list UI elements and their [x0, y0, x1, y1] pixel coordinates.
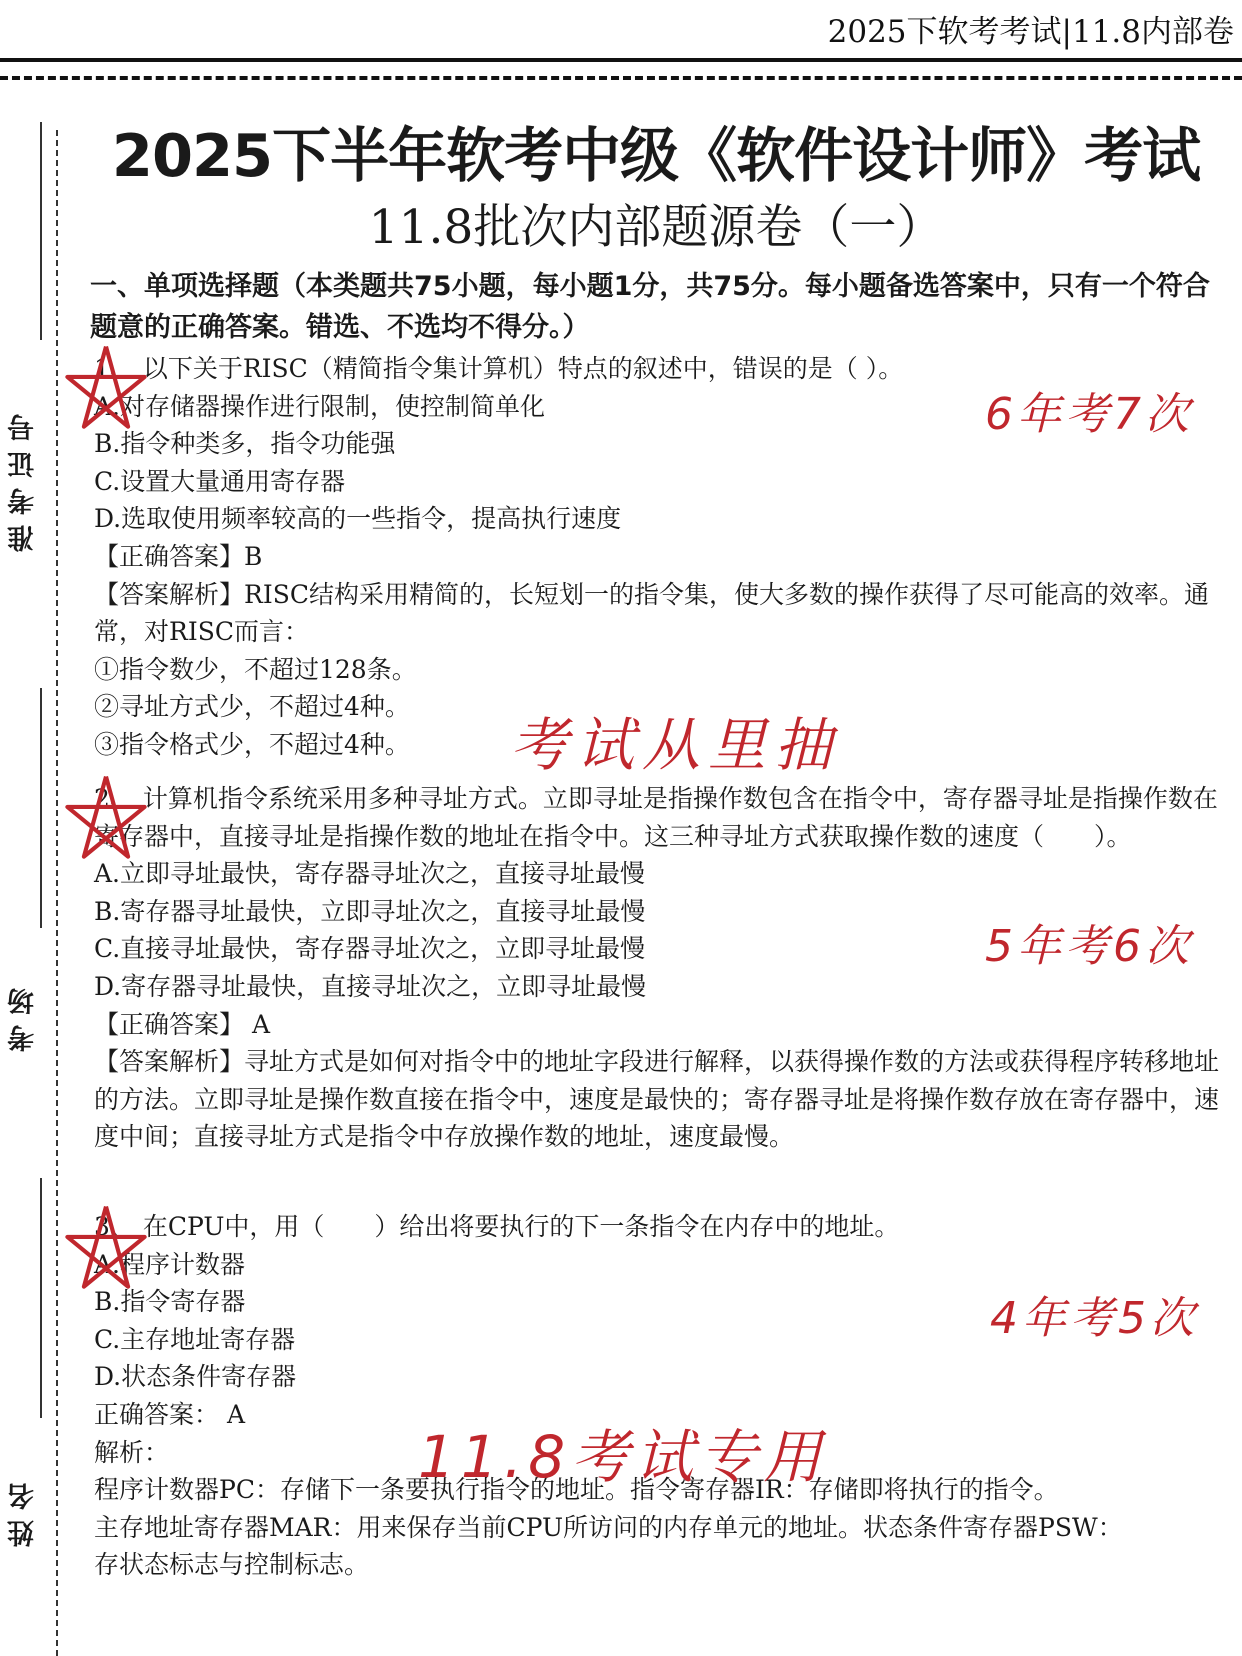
explanation-line: 程序计数器PC：存储下一条要执行指令的地址。指令寄存器IR：存储即将执行的指令。 — [94, 1475, 1059, 1505]
explanation-line: 主存地址寄存器MAR：用来保存当前CPU所访问的内存单元的地址。状态条件寄存器PSW： — [94, 1512, 1123, 1542]
option-b: B.指令种类多，指令功能强 — [94, 429, 396, 459]
question-stem: 3、 在CPU中，用（ ）给出将要执行的下一条指令在内存中的地址。 — [94, 1212, 900, 1241]
option-a: A.立即寻址最快，寄存器寻址次之，直接寻址最慢 — [94, 859, 646, 889]
question-stem: 2、 计算机指令系统采用多种寻址方式。立即寻址是指操作数包含在指令中，寄存器寻址是指操作数在寄存器中，直接寻址是指操作数的地址在指令中。这三种寻址方式获取操作数的速度（ ）。 — [94, 784, 1218, 851]
option-c: C.设置大量通用寄存器 — [94, 466, 346, 496]
header-dashed-rule — [0, 76, 1242, 80]
page-title: 2025下半年软考中级《软件设计师》考试 — [111, 121, 1201, 190]
answer-explanation: 【答案解析】RISC结构采用精简的，长短划一的指令集，使大多数的操作获得了尽可能高的效率。通常，对RISC而言： — [94, 579, 1209, 647]
answer-explanation: 【答案解析】寻址方式是如何对指令中的地址字段进行解释，以获得操作数的方法或获得程序转移地址的方法。立即寻址是操作数直接在指令中，速度是最快的；寄存器寻址是将操作数存放在寄存器中，速度中间；直接寻址方式是指令中存放操作数的地址，速度最慢。 — [94, 1047, 1220, 1152]
option-a: A.程序计数器 — [94, 1249, 246, 1279]
option-b: B.指令寄存器 — [94, 1287, 246, 1317]
header-rule — [0, 58, 1242, 62]
option-d: D.选取使用频率较高的一些指令，提高执行速度 — [94, 504, 622, 534]
explanation-label: 解析： — [94, 1437, 170, 1467]
handwritten-note-q1: 6年考7次 — [985, 389, 1193, 440]
red-star-icon — [60, 772, 152, 864]
handwritten-note-bottom: 11.8考试专用 — [418, 1423, 828, 1491]
explanation-point: ②寻址方式少，不超过4种。 — [94, 692, 410, 722]
correct-answer: 【正确答案】B — [94, 541, 263, 571]
explanation-line: 存状态标志与控制标志。 — [94, 1550, 370, 1580]
option-c: C.直接寻址最快，寄存器寻址次之，立即寻址最慢 — [94, 934, 646, 964]
red-star-icon — [60, 1202, 152, 1294]
red-star-icon — [60, 342, 152, 434]
option-d: D.状态条件寄存器 — [94, 1362, 297, 1392]
name-label: 姓名 — [8, 1473, 39, 1547]
binding-dashed-line — [56, 130, 58, 1656]
option-c: C.主存地址寄存器 — [94, 1324, 296, 1354]
exam-id-label: 准考证号 — [8, 404, 39, 552]
option-d: D.寄存器寻址最快，直接寻址次之，立即寻址最慢 — [94, 971, 647, 1001]
margin-line-1 — [40, 122, 42, 340]
option-a: A.对存储器操作进行限制，使控制简单化 — [94, 391, 546, 421]
exam-room-label: 考场 — [8, 978, 39, 1052]
explanation-point: ①指令数少，不超过128条。 — [94, 654, 417, 684]
header-title: 2025下软考考试|11.8内部卷 — [827, 14, 1234, 50]
page-subtitle: 11.8批次内部题源卷（一） — [368, 200, 944, 255]
margin-line-2 — [40, 688, 42, 928]
correct-answer: 正确答案： A — [94, 1399, 246, 1429]
margin-line-3 — [40, 1178, 42, 1418]
section-heading: 一、单项选择题（本类题共75小题，每小题1分，共75分。每小题备选答案中，只有一个符合题意的正确答案。错选、不选均不得分。） — [90, 271, 1210, 343]
correct-answer: 【正确答案】 A — [94, 1009, 271, 1039]
question-3 — [94, 1208, 1219, 1584]
handwritten-note-middle: 考试从里抽 — [510, 711, 841, 779]
question-stem: 1、 以下关于RISC（精简指令集计算机）特点的叙述中，错误的是（ ）。 — [94, 354, 904, 383]
option-b: B.寄存器寻址最快，立即寻址次之，直接寻址最慢 — [94, 896, 646, 926]
explanation-point: ③指令格式少，不超过4种。 — [94, 729, 410, 759]
handwritten-note-q3: 4年考5次 — [990, 1293, 1198, 1344]
handwritten-note-q2: 5年考6次 — [985, 921, 1193, 972]
